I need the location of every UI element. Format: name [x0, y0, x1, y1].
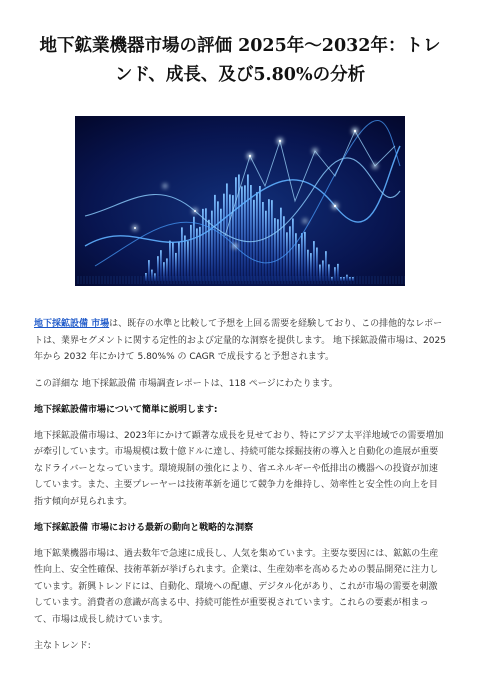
- hero-bar: [322, 260, 324, 281]
- hero-bar: [253, 200, 255, 281]
- hero-bar: [160, 250, 162, 281]
- hero-bar: [292, 218, 294, 281]
- hero-bar: [349, 277, 351, 281]
- article-body: [34, 316, 446, 655]
- trends-heading: 地下採鉱設備 市場における最新の動向と戦略的な洞察: [34, 523, 254, 533]
- hero-bar: [298, 244, 300, 281]
- overview-paragraph: 地下採鉱設備市場は、2023年にかけて顕著な成長を見せており、特にアジア太平洋地域での需要増加が牽引しています。市場規模は数十億ドルに達し、持続可能な採掘技術の導入と自動化の進展が重要なドライバーとなっています。環境規制の強化により、省エネルギーや低排出の機器への投資が加速しています。また、主要プレーヤーは技術革新を通じて競争力を維持し、効率性と安全性の向上を目指す傾向が見られます。: [34, 430, 444, 507]
- pages-note: この詳細な 地下採鉱設備 市場調査レポートは、118 ページにわたります。: [34, 378, 338, 389]
- intro-paragraph: [34, 316, 446, 366]
- hero-bar: [247, 174, 249, 281]
- hero-bar: [229, 194, 231, 281]
- hero-bar: [190, 225, 192, 281]
- hero-bar: [337, 264, 339, 281]
- hero-bar: [178, 242, 180, 281]
- hero-bar: [256, 192, 258, 281]
- hero-bar: [187, 241, 189, 281]
- hero-bar: [157, 256, 159, 281]
- hero-bar: [352, 277, 354, 281]
- hero-bar: [316, 248, 318, 281]
- trends-paragraph: 地下鉱業機器市場は、過去数年で急速に成長し、人気を集めています。主要な要因には、鉱鉱の生産性向上、安全性確保、技術革新が挙げられます。企業は、生産効率を高めるための製品開発に注力しています。新興トレンドには、自動化、環境への配慮、デジタル化があり、これが市場の需要を刺激しています。消費者の意識が高まる中、持続可能性が重要視されています。これらの要素が相まって、市場は成長し続けています。: [34, 548, 439, 625]
- page-title: [34, 0, 446, 90]
- hero-bar: [310, 253, 312, 281]
- hero-bar: [307, 250, 309, 281]
- hero-bar: [214, 195, 216, 281]
- hero-bar: [319, 265, 321, 281]
- hero-bar: [268, 199, 270, 281]
- hero-bar: [274, 218, 276, 281]
- hero-bar: [217, 201, 219, 281]
- hero-bar: [304, 232, 306, 281]
- market-link[interactable]: 地下採鉱設備 市場: [34, 319, 110, 329]
- hero-bar: [334, 267, 336, 281]
- hero-bar: [280, 208, 282, 281]
- hero-bar: [148, 260, 150, 281]
- intro-text: は、既存の水準と比較して予想を上回る需要を経験しており、この排他的なレポートは、業界セグメントに関する定性的および定量的な洞察を提供します。 地下採鉱設備市場は、2025 年から 2032 年にかけて 5.80%% の CAGR で成長すると予想されます。: [34, 319, 446, 362]
- hero-bar: [325, 251, 327, 281]
- title-line-2: ンド、成長、及び5.80%の分析: [114, 65, 366, 85]
- hero-bar: [145, 273, 147, 281]
- hero-bar: [211, 211, 213, 281]
- hero-bar: [193, 217, 195, 281]
- hero-bar: [169, 241, 171, 281]
- hero-bar: [202, 209, 204, 281]
- hero-bar: [175, 253, 177, 281]
- hero-bar: [289, 226, 291, 281]
- hero-bar: [262, 202, 264, 281]
- main-trends-label: 主なトレンド:: [34, 641, 91, 651]
- hero-bar: [235, 177, 237, 281]
- hero-bar: [250, 185, 252, 281]
- hero-bar: [340, 277, 342, 281]
- hero-bar: [166, 258, 168, 281]
- hero-bar: [259, 186, 261, 281]
- hero-bar: [277, 219, 279, 281]
- hero-bar: [241, 186, 243, 281]
- overview-heading: 地下採鉱設備市場について簡単に説明します:: [34, 405, 218, 415]
- hero-bar: [271, 200, 273, 281]
- hero-bar: [181, 227, 183, 281]
- hero-bar: [313, 241, 315, 281]
- title-line-1: 地下鉱業機器市場の評価 2025年〜2032年：トレ: [39, 36, 441, 56]
- hero-bar: [328, 264, 330, 281]
- financial-chart-illustration-icon: [75, 116, 405, 286]
- hero-bar: [184, 235, 186, 281]
- hero-bar: [154, 273, 156, 281]
- hero-bar: [220, 209, 222, 281]
- hero-bar: [244, 185, 246, 281]
- hero-bar: [286, 232, 288, 281]
- hero-bar: [172, 242, 174, 281]
- hero-bar: [265, 211, 267, 281]
- hero-bar: [301, 233, 303, 281]
- hero-bar: [295, 233, 297, 281]
- hero-bar: [151, 270, 153, 281]
- hero-bar: [331, 277, 333, 281]
- hero-bar: [343, 277, 345, 281]
- hero-bar: [163, 262, 165, 281]
- hero-bar: [208, 220, 210, 281]
- hero-bar: [346, 275, 348, 281]
